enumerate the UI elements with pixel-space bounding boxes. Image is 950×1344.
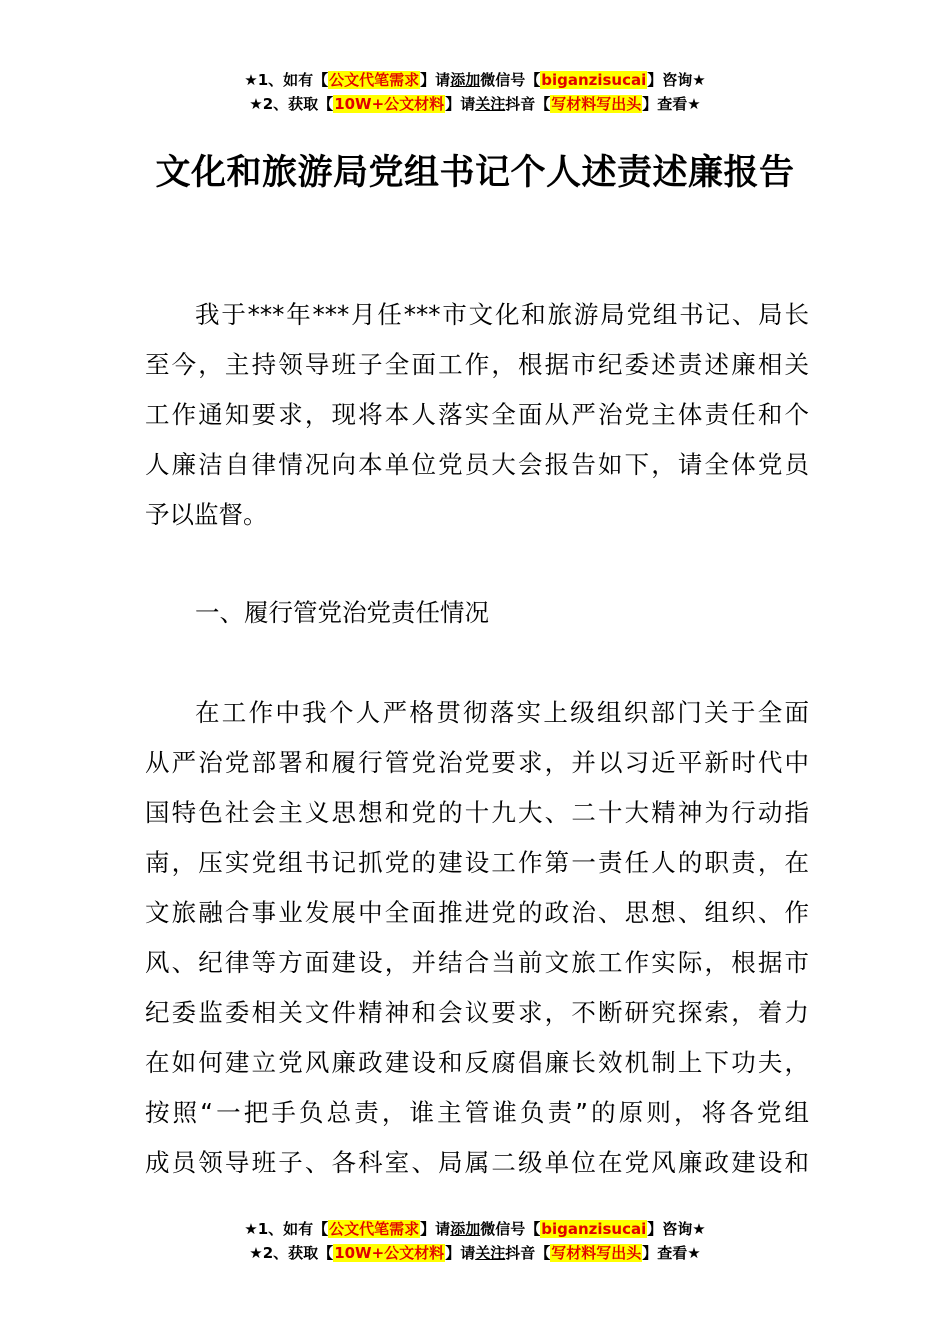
banner-text: 】请: [445, 1244, 476, 1262]
banner-text: ★1、如有【: [244, 1220, 329, 1238]
paragraph-line: 南，压实党组书记抓党的建设工作第一责任人的职责，在: [145, 848, 809, 877]
paragraph-line: 工作通知要求，现将本人落实全面从严治党主体责任和个: [145, 400, 809, 429]
highlight-douyin-account: 写材料写出头: [551, 95, 642, 113]
banner-text: 】咨询★: [647, 1220, 706, 1238]
highlight-douyin-account: 写材料写出头: [551, 1244, 642, 1262]
paragraph-line: 至今，主持领导班子全面工作，根据市纪委述责述廉相关: [145, 350, 809, 379]
banner-text: 】查看★: [642, 1244, 701, 1262]
banner-text: ★1、如有【: [244, 71, 329, 89]
highlight-materials: 10W+公文材料: [334, 95, 445, 113]
paragraph-line: 人廉洁自律情况向本单位党员大会报告如下，请全体党员: [145, 450, 809, 479]
banner-text: 抖音【: [505, 1244, 551, 1262]
banner-text: 】请: [445, 95, 476, 113]
banner-line-1: [0, 1217, 950, 1241]
banner-text: ★2、获取【: [249, 1244, 334, 1262]
banner-text: 】查看★: [642, 95, 701, 113]
banner-text: ★2、获取【: [249, 95, 334, 113]
banner-text: 】请: [420, 1220, 451, 1238]
paragraph-line: 风、纪律等方面建设，并结合当前文旅工作实际，根据市: [145, 948, 809, 977]
top-banner: [0, 68, 950, 116]
banner-text: 微信号【: [480, 1220, 541, 1238]
document-title: 文化和旅游局党组书记个人述责述廉报告: [155, 153, 795, 193]
bottom-banner: [0, 1217, 950, 1265]
banner-text: 抖音【: [505, 95, 551, 113]
body-paragraph: [145, 688, 809, 1188]
underlined-add: 添加: [450, 1220, 481, 1238]
intro-paragraph: [145, 290, 809, 540]
banner-text: 】咨询★: [647, 71, 706, 89]
highlight-wechat-id: biganzisucai: [541, 1220, 647, 1238]
banner-line-2: [0, 92, 950, 116]
banner-text: 微信号【: [480, 71, 541, 89]
paragraph-line: 从严治党部署和履行管党治党要求，并以习近平新时代中: [145, 748, 809, 777]
paragraph-line: 文旅融合事业发展中全面推进党的政治、思想、组织、作: [145, 898, 809, 927]
paragraph-line: 在如何建立党风廉政建设和反腐倡廉长效机制上下功夫，: [145, 1048, 809, 1077]
banner-text: 】请: [420, 71, 451, 89]
paragraph-line: 按照“一把手负总责，谁主管谁负责”的原则，将各党组: [145, 1098, 809, 1127]
underlined-follow: 关注: [475, 1244, 506, 1262]
paragraph-line: 纪委监委相关文件精神和会议要求，不断研究探索，着力: [145, 998, 809, 1027]
paragraph-line: 在工作中我个人严格贯彻落实上级组织部门关于全面: [195, 698, 809, 727]
highlight-writing-service: 公文代笔需求: [329, 1220, 420, 1238]
underlined-follow: 关注: [475, 95, 506, 113]
paragraph-line: 我于***年***月任***市文化和旅游局党组书记、局长: [195, 300, 809, 329]
highlight-wechat-id: biganzisucai: [541, 71, 647, 89]
underlined-add: 添加: [450, 71, 481, 89]
section-heading: 一、履行管党治党责任情况: [195, 598, 489, 627]
paragraph-line: 予以监督。: [145, 500, 268, 529]
banner-line-1: [0, 68, 950, 92]
highlight-writing-service: 公文代笔需求: [329, 71, 420, 89]
paragraph-line: 成员领导班子、各科室、局属二级单位在党风廉政建设和: [145, 1148, 809, 1177]
banner-line-2: [0, 1241, 950, 1265]
highlight-materials: 10W+公文材料: [334, 1244, 445, 1262]
paragraph-line: 国特色社会主义思想和党的十九大、二十大精神为行动指: [145, 798, 809, 827]
